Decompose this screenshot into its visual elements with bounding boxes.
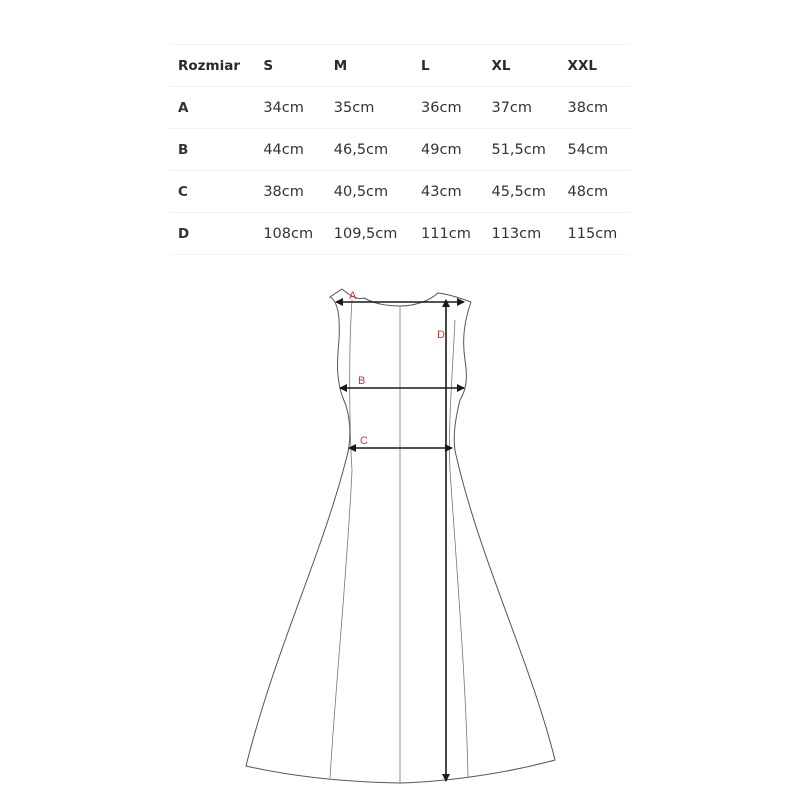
row-label-b: B [170, 129, 255, 171]
table-row-c [170, 171, 630, 213]
cell-b-l: 49cm [413, 129, 483, 171]
cell-c-xxl: 48cm [560, 171, 630, 213]
header-xl: XL [483, 45, 559, 87]
left-panel-seam [330, 300, 352, 778]
table-row-b [170, 129, 630, 171]
dress-measurement-diagram [0, 270, 800, 800]
header-m: M [326, 45, 413, 87]
cell-b-xl: 51,5cm [483, 129, 559, 171]
cell-b-s: 44cm [255, 129, 325, 171]
table-row-a [170, 87, 630, 129]
row-label-a: A [170, 87, 255, 129]
label-a: A [349, 290, 357, 302]
cell-c-xl: 45,5cm [483, 171, 559, 213]
cell-a-m: 35cm [326, 87, 413, 129]
cell-d-s: 108cm [255, 213, 325, 255]
header-s: S [255, 45, 325, 87]
cell-d-l: 111cm [413, 213, 483, 255]
header-size: Rozmiar [170, 45, 255, 87]
size-chart-table [170, 44, 630, 255]
dress-outline [246, 289, 555, 783]
cell-a-xxl: 38cm [560, 87, 630, 129]
cell-b-m: 46,5cm [326, 129, 413, 171]
row-label-d: D [170, 213, 255, 255]
cell-c-s: 38cm [255, 171, 325, 213]
table-row-d [170, 213, 630, 255]
header-xxl: XXL [560, 45, 630, 87]
table-header-row [170, 45, 630, 87]
cell-d-xxl: 115cm [560, 213, 630, 255]
cell-b-xxl: 54cm [560, 129, 630, 171]
cell-a-l: 36cm [413, 87, 483, 129]
label-c: C [360, 435, 368, 447]
label-d: D [437, 329, 445, 341]
header-l: L [413, 45, 483, 87]
cell-c-l: 43cm [413, 171, 483, 213]
row-label-c: C [170, 171, 255, 213]
cell-c-m: 40,5cm [326, 171, 413, 213]
cell-d-m: 109,5cm [326, 213, 413, 255]
cell-d-xl: 113cm [483, 213, 559, 255]
label-b: B [358, 375, 366, 387]
cell-a-s: 34cm [255, 87, 325, 129]
cell-a-xl: 37cm [483, 87, 559, 129]
